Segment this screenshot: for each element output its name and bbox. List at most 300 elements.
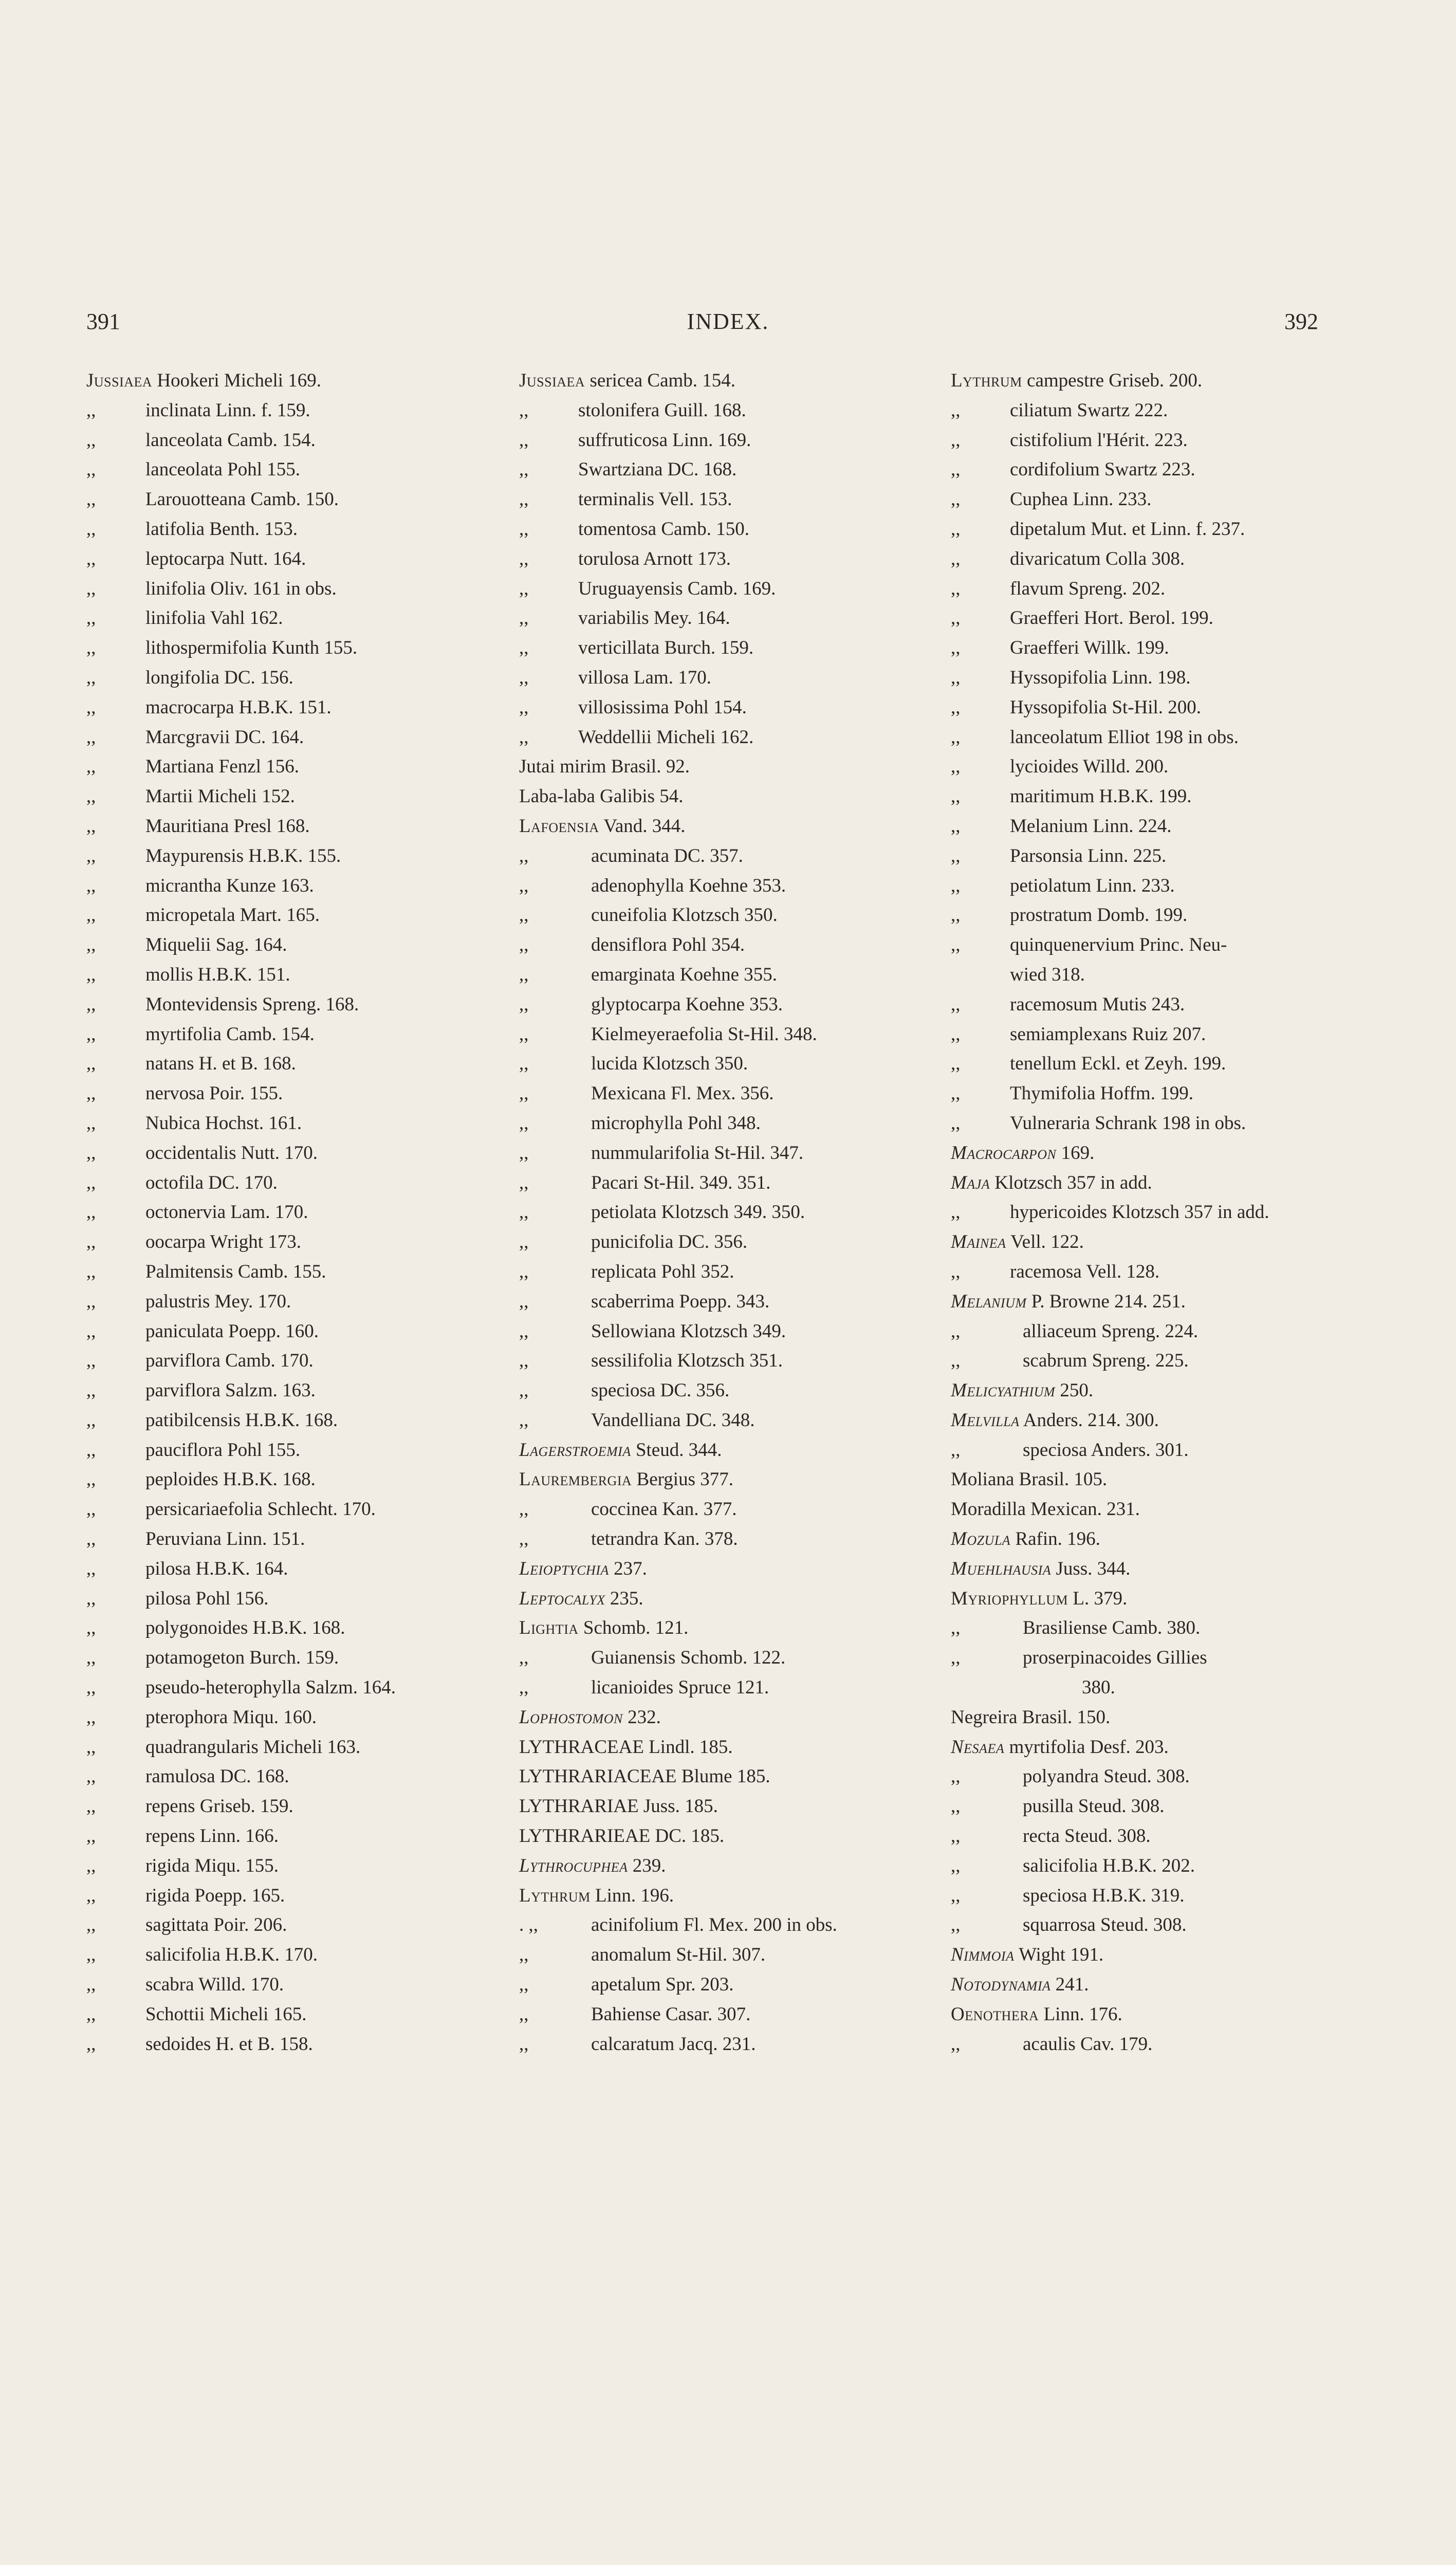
genus-name: Lagerstroemia [519, 1439, 631, 1461]
index-entry [86, 455, 487, 485]
entry-text: oocarpa Wright 173. [145, 1231, 301, 1253]
index-entry [951, 990, 1352, 1020]
ditto-mark: ,, [951, 1261, 961, 1282]
index-entry [951, 1049, 1352, 1079]
entry-text: Guianensis Schomb. 122. [591, 1647, 786, 1669]
index-entry [951, 1792, 1352, 1821]
genus-name: Macrocarpon [951, 1142, 1057, 1164]
entry-text: Moliana Brasil. 105. [951, 1469, 1108, 1490]
entry-text: repens Linn. 166. [145, 1825, 279, 1847]
ditto-mark: ,, [519, 399, 529, 421]
entry-text: potamogeton Burch. 159. [145, 1647, 339, 1669]
entry-text: Schomb. 121. [583, 1617, 689, 1639]
index-entry [86, 574, 487, 604]
index-column-1 [86, 366, 487, 2059]
entry-text: maritimum H.B.K. 199. [1010, 786, 1192, 807]
entry-text: acaulis Cav. 179. [1023, 2033, 1153, 2055]
entry-text: Graefferi Hort. Berol. 199. [1010, 607, 1213, 629]
entry-text: Montevidensis Spreng. 168. [145, 993, 359, 1015]
entry-text: villosissima Pohl 154. [578, 696, 747, 718]
index-entry [951, 1524, 1352, 1554]
index-entry [951, 1435, 1352, 1465]
genus-name: Maja [951, 1172, 990, 1193]
entry-text: polygonoides H.B.K. 168. [145, 1617, 345, 1639]
entry-text: lycioides Willd. 200. [1010, 756, 1169, 778]
index-entry [86, 485, 487, 514]
index-entry [519, 426, 925, 455]
index-entry [519, 633, 925, 663]
entry-text: alliaceum Spreng. 224. [1023, 1320, 1199, 1342]
index-entry [951, 633, 1352, 663]
ditto-mark: ,, [519, 1380, 529, 1401]
ditto-mark: ,, [519, 667, 529, 688]
index-entry [86, 1554, 487, 1584]
ditto-mark: ,, [519, 696, 529, 718]
ditto-mark: ,, [86, 1588, 96, 1609]
entry-text: villosa Lam. 170. [578, 667, 711, 688]
entry-text: recta Steud. 308. [1023, 1825, 1151, 1847]
index-entry [519, 1197, 925, 1227]
index-entry [519, 1406, 925, 1435]
entry-text: Mauritiana Presl 168. [145, 815, 310, 837]
entry-text: sericea Camb. 154. [589, 370, 736, 391]
entry-text: micrantha Kunze 163. [145, 875, 314, 896]
entry-text: quadrangularis Micheli 163. [145, 1736, 361, 1758]
ditto-mark: ,, [519, 459, 529, 481]
ditto-mark: ,, [86, 1172, 96, 1193]
page-title: INDEX. [687, 309, 769, 334]
ditto-mark: ,, [951, 489, 961, 510]
index-entry [519, 930, 925, 960]
index-entry [86, 1851, 487, 1881]
index-entry [519, 1910, 925, 1940]
entry-text: Mexicana Fl. Mex. 356. [591, 1083, 774, 1104]
ditto-mark: ,, [519, 578, 529, 599]
index-entry [951, 841, 1352, 871]
index-entry [519, 900, 925, 930]
entry-text: Nubica Hochst. 161. [145, 1112, 302, 1134]
index-entry [86, 514, 487, 544]
entry-text: sagittata Poir. 206. [145, 1914, 287, 1936]
index-entry [519, 1168, 925, 1198]
index-entry [86, 1227, 487, 1257]
entry-text: inclinata Linn. f. 159. [145, 399, 310, 421]
index-entry [86, 1317, 487, 1346]
index-entry [86, 633, 487, 663]
entry-text: Vandelliana DC. 348. [591, 1409, 755, 1431]
index-entry [86, 1494, 487, 1524]
index-entry [86, 693, 487, 723]
index-entry [951, 603, 1352, 633]
index-entry [951, 1197, 1352, 1227]
ditto-mark: ,, [519, 518, 529, 540]
entry-text: semiamplexans Ruiz 207. [1010, 1023, 1206, 1045]
index-entry [519, 455, 925, 485]
index-entry [951, 1940, 1352, 1970]
entry-text: hypericoides Klotzsch 357 in add. [1010, 1202, 1269, 1223]
entry-text: Marcgravii DC. 164. [145, 726, 304, 748]
ditto-mark: ,, [86, 905, 96, 926]
index-entry [519, 2029, 925, 2059]
index-entry [519, 1762, 925, 1792]
ditto-mark: ,, [86, 934, 96, 956]
ditto-mark: ,, [951, 1053, 961, 1075]
ditto-mark: ,, [519, 1112, 529, 1134]
ditto-mark: ,, [86, 1914, 96, 1936]
index-entry [86, 2000, 487, 2029]
index-entry [519, 1346, 925, 1376]
index-entry [951, 1703, 1352, 1732]
entry-text: salicifolia H.B.K. 202. [1023, 1855, 1195, 1876]
entry-text: natans H. et B. 168. [145, 1053, 296, 1075]
entry-text: Larouotteana Camb. 150. [145, 489, 339, 510]
ditto-mark: ,, [86, 1380, 96, 1401]
entry-text: 241. [1055, 1974, 1089, 1996]
ditto-mark: ,, [86, 518, 96, 540]
entry-text: Palmitensis Camb. 155. [145, 1261, 326, 1282]
entry-text: latifolia Benth. 153. [145, 518, 298, 540]
index-entry [951, 1910, 1352, 1940]
entry-text: microphylla Pohl 348. [591, 1112, 761, 1134]
index-entry [951, 1821, 1352, 1851]
ditto-mark: ,, [519, 1023, 529, 1045]
entry-text: Linn. 196. [595, 1885, 674, 1906]
entry-text: ciliatum Swartz 222. [1010, 399, 1168, 421]
index-entry [519, 693, 925, 723]
entry-text: lanceolata Camb. 154. [145, 429, 316, 451]
index-entry [951, 693, 1352, 723]
entry-text: linifolia Vahl 162. [145, 607, 283, 629]
ditto-mark: ,, [519, 875, 529, 896]
entry-text: paniculata Poepp. 160. [145, 1320, 319, 1342]
entry-text: petiolata Klotzsch 349. 350. [591, 1202, 805, 1223]
entry-text: LYTHRARIAE Juss. 185. [519, 1796, 718, 1817]
index-entry [86, 871, 487, 901]
entry-text: Jutai mirim Brasil. 92. [519, 756, 690, 778]
index-entry [519, 752, 925, 782]
genus-name: Mozula [951, 1528, 1011, 1550]
index-entry [951, 1109, 1352, 1138]
entry-text: Hyssopifolia Linn. 198. [1010, 667, 1191, 688]
ditto-mark: ,, [519, 1083, 529, 1104]
index-entry [519, 1287, 925, 1317]
ditto-mark: ,, [951, 667, 961, 688]
ditto-mark: ,, [86, 578, 96, 599]
entry-text: lithospermifolia Kunth 155. [145, 637, 358, 659]
ditto-mark: ,, [86, 993, 96, 1015]
index-entry [951, 1881, 1352, 1911]
index-entry [519, 1376, 925, 1406]
index-entry [519, 366, 925, 396]
index-entry [951, 2000, 1352, 2029]
entry-text: Steud. 344. [635, 1439, 722, 1461]
index-entry [86, 544, 487, 574]
ditto-mark: ,, [951, 1112, 961, 1134]
index-entry [519, 1138, 925, 1168]
index-entry [86, 782, 487, 811]
entry-text: octofila DC. 170. [145, 1172, 278, 1193]
entry-text: terminalis Vell. 153. [578, 489, 732, 510]
index-entry [86, 1613, 487, 1643]
index-entry [519, 1821, 925, 1851]
entry-text: divaricatum Colla 308. [1010, 548, 1185, 569]
entry-text: Brasiliense Camb. 380. [1023, 1617, 1201, 1639]
ditto-mark: ,, [951, 429, 961, 451]
index-entry [519, 1673, 925, 1703]
index-entry [951, 1851, 1352, 1881]
entry-text: lucida Klotzsch 350. [591, 1053, 748, 1075]
index-entry [519, 1317, 925, 1346]
ditto-mark: ,, [951, 399, 961, 421]
genus-name: Myriophyllum [951, 1588, 1068, 1609]
ditto-mark: ,, [519, 548, 529, 569]
index-entry [951, 1020, 1352, 1049]
index-column-2 [519, 366, 925, 2059]
entry-text: 232. [628, 1706, 661, 1728]
index-entry [86, 1168, 487, 1198]
ditto-mark: ,, [86, 964, 96, 985]
ditto-mark: ,, [951, 578, 961, 599]
ditto-mark: ,, [86, 726, 96, 748]
ditto-mark: ,, [951, 518, 961, 540]
genus-name: Lightia [519, 1617, 579, 1639]
ditto-mark: ,, [519, 993, 529, 1015]
entry-text: anomalum St-Hil. 307. [591, 1944, 766, 1966]
index-entry [519, 1940, 925, 1970]
index-entry [86, 2029, 487, 2059]
entry-text: apetalum Spr. 203. [591, 1974, 734, 1996]
ditto-mark: ,, [86, 1528, 96, 1550]
index-entry [951, 1643, 1352, 1673]
entry-text: longifolia DC. 156. [145, 667, 293, 688]
entry-text: acuminata DC. 357. [591, 845, 743, 866]
ditto-mark: ,, [519, 1350, 529, 1372]
ditto-mark: ,, [951, 1855, 961, 1876]
ditto-mark: ,, [951, 1439, 961, 1461]
index-entry [951, 900, 1352, 930]
genus-name: Laurembergia [519, 1469, 632, 1490]
genus-name: Jussiaea [86, 370, 153, 391]
genus-name: Nimmoia [951, 1944, 1015, 1966]
index-entry [951, 1554, 1352, 1584]
entry-text: Cuphea Linn. 233. [1010, 489, 1152, 510]
entry-text: verticillata Burch. 159. [578, 637, 754, 659]
index-entry [519, 485, 925, 514]
entry-text: Swartziana DC. 168. [578, 459, 737, 481]
entry-text: Laba-laba Galibis 54. [519, 786, 684, 807]
entry-text: speciosa DC. 356. [591, 1380, 730, 1401]
index-entry [86, 1406, 487, 1435]
entry-text: ramulosa DC. 168. [145, 1766, 289, 1787]
ditto-mark: ,, [86, 1558, 96, 1579]
entry-text: prostratum Domb. 199. [1010, 905, 1188, 926]
index-entry [951, 396, 1352, 426]
index-entry [951, 1465, 1352, 1494]
entry-text: Parsonsia Linn. 225. [1010, 845, 1167, 866]
index-entry [951, 1970, 1352, 2000]
index-entry [951, 1732, 1352, 1762]
ditto-mark: ,, [86, 1855, 96, 1876]
ditto-mark: ,, [519, 1974, 529, 1996]
ditto-mark: ,, [951, 875, 961, 896]
ditto-mark: ,, [86, 1766, 96, 1787]
entry-text: 380. [1082, 1677, 1115, 1699]
index-entry [951, 455, 1352, 485]
entry-text: Weddellii Micheli 162. [578, 726, 754, 748]
entry-text: emarginata Koehne 355. [591, 964, 777, 985]
index-entry [519, 1643, 925, 1673]
ditto-mark: ,, [86, 786, 96, 807]
ditto-mark: ,, [951, 696, 961, 718]
index-entry [519, 1227, 925, 1257]
entry-text: Vulneraria Schrank 198 in obs. [1010, 1112, 1246, 1134]
entry-text: Moradilla Mexican. 231. [951, 1499, 1140, 1520]
index-entry [86, 930, 487, 960]
index-entry [86, 990, 487, 1020]
ditto-mark: ,, [519, 607, 529, 629]
ditto-mark: ,, [519, 1409, 529, 1431]
index-entry [951, 1287, 1352, 1317]
entry-text: Linn. 176. [1043, 2003, 1122, 2025]
index-entry [86, 841, 487, 871]
index-entry [951, 1079, 1352, 1109]
index-entry [951, 1613, 1352, 1643]
entry-text: Kielmeyeraefolia St-Hil. 348. [591, 1023, 817, 1045]
page-number-right: 392 [1284, 309, 1318, 334]
index-entry [519, 1524, 925, 1554]
index-entry [519, 990, 925, 1020]
index-entry [951, 2029, 1352, 2059]
ditto-mark: ,, [951, 815, 961, 837]
entry-text: licanioides Spruce 121. [591, 1677, 769, 1699]
ditto-mark: ,, [951, 1825, 961, 1847]
index-entry [86, 811, 487, 841]
index-entry [86, 1197, 487, 1227]
index-entry [519, 960, 925, 990]
entry-text: persicariaefolia Schlecht. 170. [145, 1499, 376, 1520]
entry-text: LYTHRACEAE Lindl. 185. [519, 1736, 733, 1758]
ditto-mark: ,, [86, 1469, 96, 1490]
entry-text: pilosa H.B.K. 164. [145, 1558, 288, 1579]
index-entry [86, 900, 487, 930]
ditto-mark: ,, [519, 1231, 529, 1253]
entry-text: mollis H.B.K. 151. [145, 964, 290, 985]
index-entry [519, 782, 925, 811]
entry-text: micropetala Mart. 165. [145, 905, 320, 926]
genus-name: Melanium [951, 1290, 1027, 1312]
ditto-mark: ,, [519, 2033, 529, 2055]
entry-text: cuneifolia Klotzsch 350. [591, 905, 778, 926]
entry-text: 237. [614, 1558, 647, 1579]
ditto-mark: ,, [86, 1825, 96, 1847]
index-entry [86, 1049, 487, 1079]
entry-text: wied 318. [1010, 964, 1085, 985]
page-header [0, 308, 1456, 344]
index-entry [519, 1554, 925, 1584]
index-entry [86, 366, 487, 396]
entry-text: calcaratum Jacq. 231. [591, 2033, 756, 2055]
ditto-mark: ,, [951, 934, 961, 956]
ditto-mark: ,, [519, 1142, 529, 1164]
ditto-mark: ,, [951, 607, 961, 629]
index-entry [519, 841, 925, 871]
entry-text: peploides H.B.K. 168. [145, 1469, 316, 1490]
ditto-mark: ,, [86, 1202, 96, 1223]
ditto-mark: ,, [519, 489, 529, 510]
index-entry [519, 663, 925, 693]
index-entry [86, 663, 487, 693]
index-entry [86, 1524, 487, 1554]
ditto-mark: ,, [86, 1617, 96, 1639]
entry-text: tenellum Eckl. et Zeyh. 199. [1010, 1053, 1226, 1075]
index-entry [519, 1732, 925, 1762]
ditto-mark: ,, [951, 2033, 961, 2055]
ditto-mark: ,, [951, 905, 961, 926]
index-entry [86, 1881, 487, 1911]
index-column-3 [951, 366, 1352, 2059]
genus-name: Muehlhausia [951, 1558, 1052, 1579]
ditto-mark: ,, [519, 934, 529, 956]
index-entry [86, 1138, 487, 1168]
entry-text: Anders. 214. 300. [1023, 1409, 1159, 1431]
entry-text: Miquelii Sag. 164. [145, 934, 287, 956]
entry-text: Hookeri Micheli 169. [157, 370, 322, 391]
ditto-mark: ,, [86, 1023, 96, 1045]
index-entry [86, 1732, 487, 1762]
ditto-mark: ,, [86, 1290, 96, 1312]
entry-text: adenophylla Koehne 353. [591, 875, 786, 896]
entry-text: squarrosa Steud. 308. [1023, 1914, 1187, 1936]
entry-text: Negreira Brasil. 150. [951, 1706, 1111, 1728]
entry-text: occidentalis Nutt. 170. [145, 1142, 318, 1164]
entry-text: Vell. 122. [1010, 1231, 1084, 1253]
ditto-mark: ,, [86, 548, 96, 569]
entry-text: pauciflora Pohl 155. [145, 1439, 301, 1461]
entry-text: Wight 191. [1019, 1944, 1104, 1966]
ditto-mark: ,, [86, 1231, 96, 1253]
ditto-mark: ,, [86, 1974, 96, 1996]
ditto-mark: ,, [86, 1885, 96, 1906]
entry-text: parviflora Salzm. 163. [145, 1380, 316, 1401]
ditto-mark: ,, [86, 1647, 96, 1669]
index-entry [519, 1613, 925, 1643]
entry-text: polyandra Steud. 308. [1023, 1766, 1190, 1787]
entry-text: acinifolium Fl. Mex. 200 in obs. [591, 1914, 837, 1936]
entry-text: patibilcensis H.B.K. 168. [145, 1409, 338, 1431]
genus-name: Lythrocuphea [519, 1855, 628, 1876]
entry-text: Bergius 377. [636, 1469, 733, 1490]
genus-name: Leioptychia [519, 1558, 609, 1579]
index-entry [86, 1079, 487, 1109]
index-entry [86, 1376, 487, 1406]
index-entry [86, 1109, 487, 1138]
ditto-mark: ,, [951, 1617, 961, 1639]
entry-text: speciosa Anders. 301. [1023, 1439, 1189, 1461]
index-entry [86, 723, 487, 752]
index-entry [86, 1703, 487, 1732]
index-entry [951, 1762, 1352, 1792]
index-entry [519, 396, 925, 426]
ditto-mark: ,, [951, 1023, 961, 1045]
entry-text: cistifolium l'Hérit. 223. [1010, 429, 1188, 451]
index-entry [86, 1970, 487, 2000]
ditto-mark: ,, [951, 1914, 961, 1936]
ditto-mark: ,, [951, 1885, 961, 1906]
index-entry [519, 1049, 925, 1079]
index-entry [951, 1257, 1352, 1287]
genus-name: Melicyathium [951, 1380, 1056, 1401]
entry-text: Rafin. 196. [1015, 1528, 1100, 1550]
